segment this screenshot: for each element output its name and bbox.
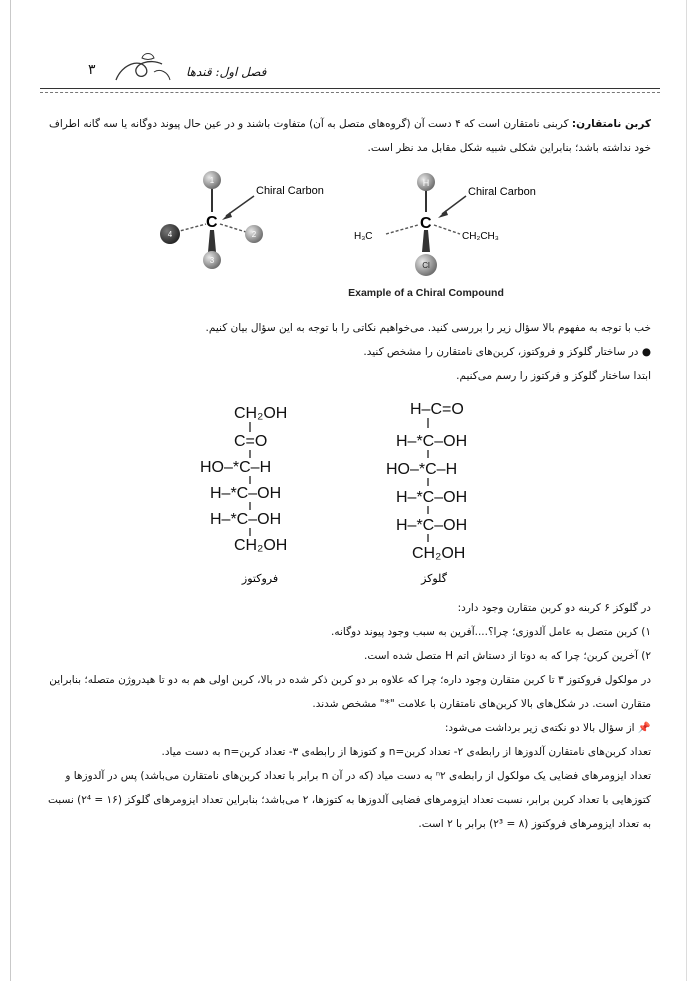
header-rule [40, 88, 660, 89]
fructose-label: فروکتوز [241, 573, 279, 585]
glucose-c3: HO–*C–H [386, 461, 458, 478]
flourish-icon [110, 50, 176, 88]
fructose-c4: H–*C–OH [210, 485, 282, 502]
question-text: در ساختار گلوکز و فروکتوز، کربن‌های نامتقارن را مشخص کنید. [363, 346, 639, 358]
chiral-carbon-figure [150, 168, 550, 303]
chapter-title: فصل اول: قندها [186, 65, 267, 79]
glucose-c6: CH₂OH [412, 545, 466, 562]
intro-paragraph [41, 112, 651, 160]
figure-caption: Example of a Chiral Compound [348, 287, 504, 299]
right-left-group: H₃C [354, 231, 373, 242]
fructose-c2: C=O [234, 433, 268, 450]
explanation-line-6: از سؤال بالا دو نکته‌ی زیر برداشت می‌شود: [444, 722, 635, 734]
right-bottom-group: Cl [422, 261, 430, 270]
explanation-line-8: تعداد ایزومرهای فضایی یک مولکول از رابطه‌ی ⁿ۲ به دست میاد (که در آن n برابر با تعداد کربن‌های نامتقارن می‌باشد) پس در آلدوزها و [65, 770, 651, 782]
right-right-group: CH₂CH₃ [462, 231, 499, 242]
sugar-structures [190, 396, 510, 596]
apple-icon: ● [641, 346, 651, 358]
ball-label-2: 2 [251, 230, 257, 239]
glucose-c1: H–C=O [410, 401, 464, 418]
intro-line-2: خود نداشته باشد؛ بنابراین شکلی شبیه شکل مقابل مد نظر است. [367, 142, 651, 154]
explanation-line-2: ۱) کربن متصل به عامل آلدوزی؛ چرا؟....آفرین به سبب وجود پیوند دوگانه. [331, 626, 651, 638]
fructose-c1: CH₂OH [234, 405, 288, 422]
right-chiral-label: Chiral Carbon [468, 186, 536, 198]
pin-icon: 📌 [637, 722, 651, 734]
answer-intro: ابتدا ساختار گلوکز و فرکتوز را رسم می‌کنیم. [456, 370, 651, 382]
intro-line-1: کربنی نامتقارن است که ۴ دست آن (گروه‌های متصل به آن) متفاوت باشند و در عین حال پیوند دوگانه یا سه گانه اطراف [49, 118, 569, 130]
page-edge-right [686, 0, 687, 981]
explanation-line-10: به تعداد ایزومرهای فروکتوز (۸ = ۲³) برابر با ۲ است. [418, 818, 651, 830]
page-number: ۳ [88, 62, 96, 78]
chiral-carbon-term: کربن نامتقارن: [571, 118, 651, 130]
explanation-line-4: در مولکول فروکتوز ۳ تا کربن متقارن وجود داره؛ چرا که علاوه بر دو کربن ذکر شده در بالا، کربن اولی هم به دو تا هیدروژن متصله؛ بنابراین [49, 674, 651, 686]
fructose-c5: H–*C–OH [210, 511, 282, 528]
glucose-c5: H–*C–OH [396, 517, 468, 534]
right-center-atom: C [420, 215, 432, 232]
ball-label-1: 1 [209, 176, 215, 185]
fructose-c6: CH₂OH [234, 537, 288, 554]
page-edge-left [10, 0, 11, 981]
page-header [40, 48, 660, 98]
left-chiral-label: Chiral Carbon [256, 185, 324, 197]
glucose-c4: H–*C–OH [396, 489, 468, 506]
ball-label-4: 4 [167, 230, 173, 239]
ball-label-3: 3 [209, 256, 215, 265]
question-intro: خب با توجه به مفهوم بالا سؤال زیر را بررسی کنید. می‌خواهیم نکاتی را با توجه به این سؤال بیان کنیم. [205, 322, 651, 334]
right-top-group: H [422, 178, 430, 188]
explanation-block [31, 596, 651, 836]
explanation-line-7: تعداد کربن‌های نامتقارن آلدوزها از رابطه‌ی ۲- تعداد کربن=n و کتوزها از رابطه‌ی ۳- تعداد کربن=n به دست میاد. [161, 746, 651, 758]
explanation-line-9: کتوزهایی با تعداد کربن برابر، نسبت تعداد ایزومرهای فضایی آلدوزها به کتوزها، ۲ می‌باشد؛ بنابراین تعداد ایزومرهای گلوکز (۱۶ = ۲⁴) نسبت [48, 794, 651, 806]
explanation-line-3: ۲) آخرین کربن؛ چرا که به دوتا از دستاش اتم H متصل شده است. [364, 650, 651, 662]
header-rule-dashed [40, 92, 660, 93]
fructose-c3: HO–*C–H [200, 459, 272, 476]
explanation-line-5: متقارن است. در شکل‌های بالا کربن‌های نامتقارن با علامت "*" مشخص شدند. [312, 698, 651, 710]
left-center-atom: C [206, 214, 218, 231]
explanation-line-1: در گلوکز ۶ کربنه دو کربن متقارن وجود دارد: [457, 602, 651, 614]
glucose-c2: H–*C–OH [396, 433, 468, 450]
question-block [41, 316, 651, 388]
glucose-label: گلوکز [421, 573, 447, 585]
